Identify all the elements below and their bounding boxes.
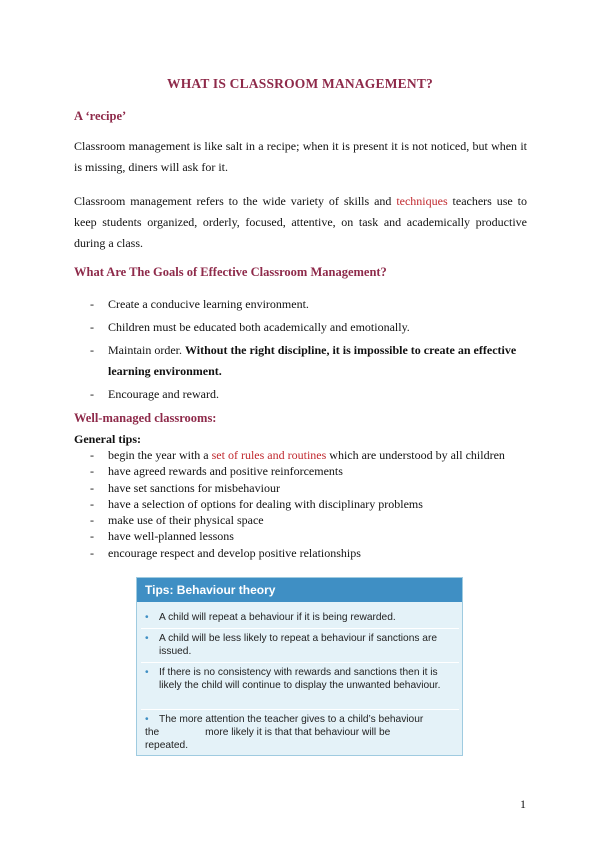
list-item: - Encourage and reward. [90, 387, 219, 401]
tip-item: • The more attention the teacher gives to a child’s behaviour the more likely it is that that behaviour will be repeated. [145, 714, 424, 751]
intro-paragraph: Classroom management is like salt in a recipe; when it is present it is not noticed, but when it is missing, diners will ask for it. [74, 139, 527, 174]
rules-highlight: set of rules and routines [211, 448, 327, 462]
behaviour-theory-tip-box [136, 577, 463, 756]
goals-heading: What Are The Goals of Effective Classroom Management? [74, 265, 387, 279]
page-number: 1 [520, 797, 526, 811]
bullet-icon: • [145, 667, 149, 678]
list-item: - have set sanctions for misbehaviour [90, 480, 280, 495]
tip-item: • A child will repeat a behaviour if it is being rewarded. [145, 612, 396, 623]
goals-list [74, 294, 534, 407]
list-item: - make use of their physical space [90, 513, 264, 528]
bullet-icon: • [145, 612, 149, 623]
recipe-heading: A ‘recipe’ [74, 109, 127, 123]
list-item: - have agreed rewards and positive reinforcements [90, 464, 343, 479]
definition-text-before: Classroom management refers to the wide variety of skills and [74, 194, 397, 208]
definition-text-after: teachers use to keep students organized, orderly, focused, attentive, on task and academically productive during a class. [74, 194, 527, 250]
bullet-icon: • [145, 633, 149, 644]
tips-list [74, 447, 534, 561]
list-item: - Maintain order. Without the right discipline, it is impossible to create an effective learning environment. [90, 343, 517, 378]
tip-item: • If there is no consistency with rewards and sanctions then it is likely the child will continue to display the unwanted behaviour. [145, 667, 441, 691]
definition-paragraph [74, 191, 527, 254]
list-item: - have a selection of options for dealing with disciplinary problems [90, 496, 423, 511]
well-managed-heading: Well-managed classrooms: [74, 411, 217, 425]
bullet-icon: • [145, 714, 149, 725]
list-item: - Children must be educated both academically and emotionally. [90, 320, 410, 334]
list-item: - begin the year with a set of rules and routines which are understood by all children [90, 448, 505, 462]
techniques-highlight: techniques [396, 194, 448, 208]
page-title: WHAT IS CLASSROOM MANAGEMENT? [167, 76, 433, 91]
list-item: - encourage respect and develop positive relationships [90, 545, 361, 560]
tip-box-heading: Tips: Behaviour theory [137, 578, 462, 602]
tip-item: • A child will be less likely to repeat a behaviour if sanctions are issued. [145, 633, 438, 657]
general-tips-label: General tips: [74, 432, 141, 446]
list-item: - have well-planned lessons [90, 529, 234, 544]
list-item: - Create a conducive learning environment. [90, 297, 309, 311]
